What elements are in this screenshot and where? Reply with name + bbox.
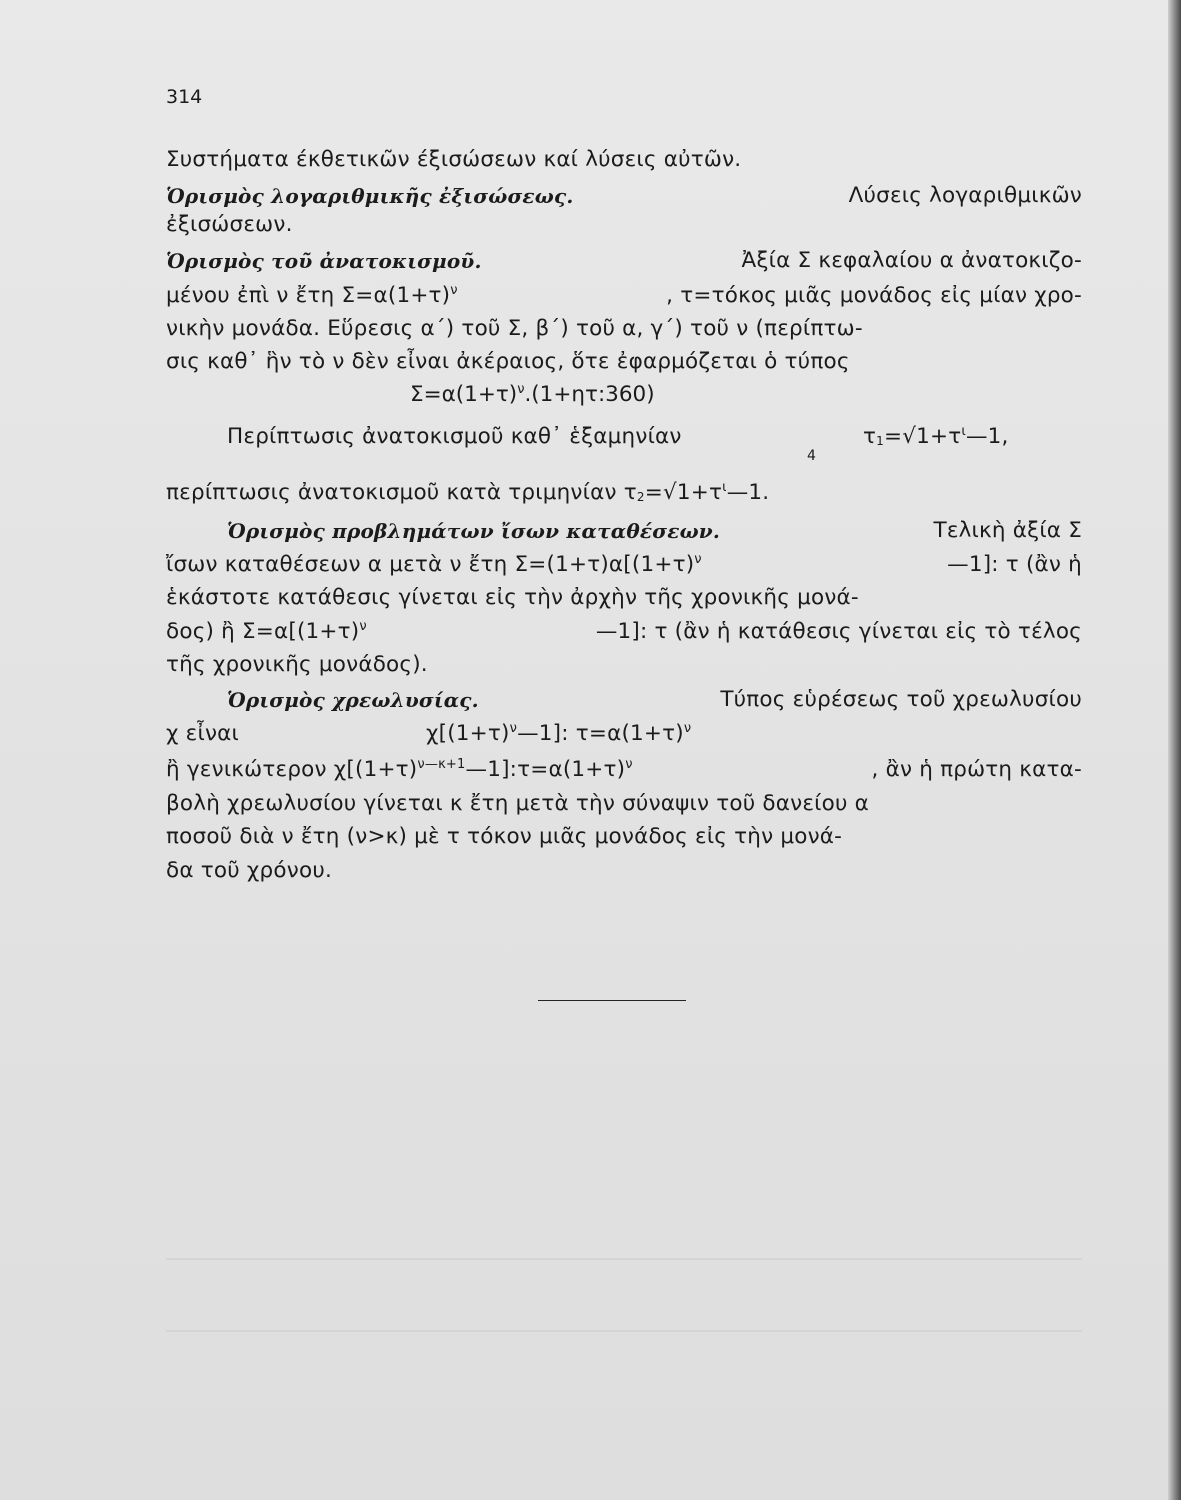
formula-text: ἴσων καταθέσεων α μετὰ ν ἔτη Σ=(1+τ)α[(1+τ) (166, 552, 695, 577)
formula-text: ἢ γενικώτερον χ[(1+τ) (166, 757, 418, 782)
text-span: Τύπος εὑρέσεως τοῦ χρεωλυσίου (720, 687, 1082, 712)
text-line (227, 422, 1082, 452)
section-heading: Ὁρισμὸς προβλημάτων ἴσων καταθέσεων. (227, 519, 721, 543)
section-heading: Ὁρισμὸς χρεωλυσίας. (227, 688, 479, 712)
text-line: τῆς χρονικῆς μονάδος). (166, 652, 428, 677)
text-line: Συστήματα έκθετικῶν έξισώσεων καί λύσεις αὐτῶν. (166, 147, 742, 172)
formula-text (863, 422, 1009, 452)
exponent: ν (359, 619, 367, 634)
text-line (166, 246, 1082, 276)
text-span (166, 281, 458, 311)
text-line (166, 719, 1082, 749)
text-line (166, 550, 1082, 580)
text-line: σις καθ᾽ ἣν τὸ ν δὲν εἶναι ἀκέραιος, ὅτε ἐφαρμόζεται ὁ τύπος (166, 349, 850, 374)
text-span: Λύσεις λογαριθμικῶν (848, 183, 1082, 208)
section-heading: Ὁρισμὸς λογαριθμικῆς ἐξισώσεως. (166, 184, 574, 208)
bleed-through-shadow (166, 1330, 1082, 1332)
text-span: —1]: τ (ἂν ἡ (947, 552, 1082, 577)
text-span: , τ=τόκος μιᾶς μονάδος εἰς μίαν χρο- (666, 283, 1082, 308)
formula-text: .(1+ητ:360) (524, 382, 655, 407)
page-number: 314 (166, 86, 203, 108)
text-line (166, 478, 1082, 508)
formula-text: τ (863, 424, 877, 449)
formula-text: =√1+τ (884, 424, 962, 449)
exponent: ι (961, 424, 966, 439)
formula-text: χ[(1+τ) (426, 721, 510, 746)
text-line: ποσοῦ διὰ ν ἔτη (ν>κ) μὲ τ τόκον μιᾶς μονάδος εἰς τὴν μονά- (166, 824, 843, 849)
text-line (166, 281, 1082, 311)
formula-text: —1, (965, 424, 1009, 449)
exponent: ν (517, 382, 525, 397)
text-span: , ἂν ἡ πρώτη κατα- (871, 757, 1082, 782)
exponent: ν (683, 721, 692, 736)
formula-line (410, 380, 655, 410)
root-index: 4 (807, 448, 816, 464)
subscript: 1 (876, 434, 884, 448)
text-line (166, 755, 1082, 785)
section-heading: Ὁρισμὸς τοῦ ἀνατοκισμοῦ. (166, 249, 482, 273)
text-line: ἑκάστοτε κατάθεσις γίνεται εἰς τὴν ἀρχὴν τῆς χρονικῆς μονά- (166, 585, 859, 610)
formula-text (426, 719, 691, 749)
formula-text: μένου ἐπὶ ν ἔτη Σ=α(1+τ) (166, 283, 451, 308)
exponent: ν (694, 552, 702, 567)
text-span: Περίπτωσις ἀνατοκισμοῦ καθ᾽ ἑξαμηνίαν (227, 424, 682, 449)
bleed-through-shadow (166, 1258, 1082, 1260)
formula-text: —1]: τ=α(1+τ) (517, 721, 684, 746)
text-line: ἐξισώσεων. (166, 212, 293, 237)
section-divider (538, 1000, 686, 1001)
exponent: ν (509, 721, 518, 736)
text-span (166, 617, 367, 647)
formula-text: Σ=α(1+τ) (410, 382, 518, 407)
formula-text: —1]:τ=α(1+τ) (465, 757, 626, 782)
subscript: 2 (636, 490, 645, 504)
book-edge (1168, 0, 1181, 1500)
formula-text: —1. (726, 480, 770, 505)
text-span (166, 550, 702, 580)
text-span: περίπτωσις ἀνατοκισμοῦ κατὰ τριμηνίαν τ (166, 480, 637, 505)
text-line (227, 685, 1082, 715)
text-line (227, 516, 1082, 546)
text-line (166, 181, 1082, 211)
text-span (166, 755, 633, 785)
exponent: ν (450, 283, 458, 298)
exponent: ν (625, 757, 633, 772)
text-line: νικὴν μονάδα. Εὕρεσις α΄) τοῦ Σ, β΄) τοῦ α, γ΄) τοῦ ν (περίπτω- (166, 316, 863, 341)
formula-text: δος) ἢ Σ=α[(1+τ) (166, 619, 360, 644)
text-span: χ εἶναι (166, 721, 240, 746)
text-span: Ἀξία Σ κεφαλαίου α ἀνατοκιζο- (741, 248, 1082, 273)
text-span: Τελικὴ ἀξία Σ (933, 518, 1082, 543)
text-span: —1]: τ (ἂν ἡ κατάθεσις γίνεται εἰς τὸ τέλος (595, 619, 1082, 644)
text-line (166, 617, 1082, 647)
exponent: ν—κ+1 (417, 757, 466, 772)
text-line: δα τοῦ χρόνου. (166, 858, 332, 883)
text-line: βολὴ χρεωλυσίου γίνεται κ ἔτη μετὰ τὴν σύναψιν τοῦ δανείου α (166, 791, 870, 816)
formula-text: =√1+τ (644, 480, 723, 505)
exponent: ι (722, 480, 727, 495)
